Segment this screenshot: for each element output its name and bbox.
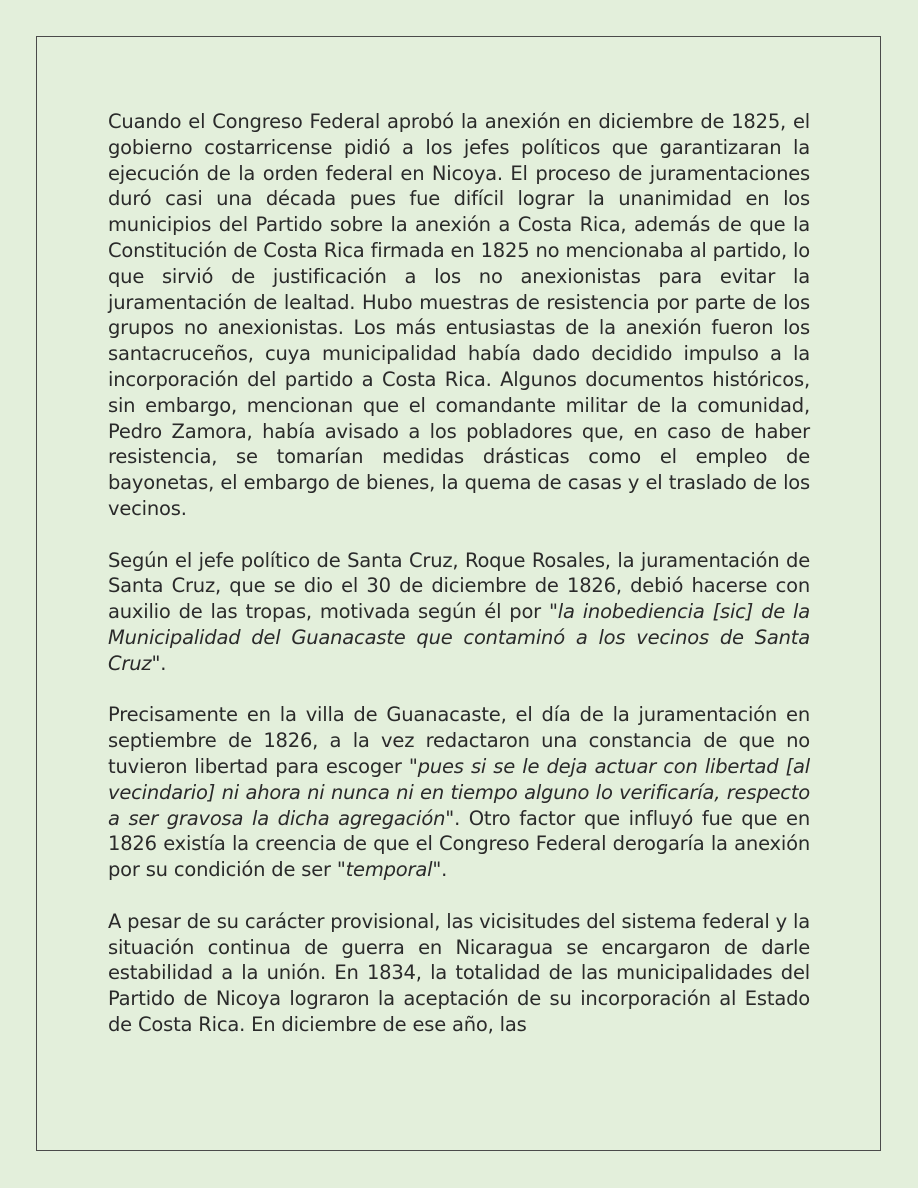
italic-quote: pues si se le deja actuar con libertad [al vecindario] ni ahora ni nunca ni en tiempo alguno lo verificaría, respecto a ser gravosa la dicha agregación (108, 754, 810, 830)
paragraph-text: Cuando el Congreso Federal aprobó la anexión en diciembre de 1825, el gobierno costarricense pidió a los jefes políticos que garantizaran la ejecución de la orden federal en Nicoya. El proceso de juramentaciones duró casi una década pues fue difícil lograr la unanimidad en los municipios del Partido sobre la anexión a Costa Rica, además de que la Constitución de Costa Rica firmada en 1825 no mencionaba al partido, lo que sirvió de justificación a los no anexionistas para evitar la juramentación de lealtad. Hubo muestras de resistencia por parte de los grupos no anexionistas. Los más entusiastas de la anexión fueron los santacruceños, cuya municipalidad había dado decidido impulso a la incorporación del partido a Costa Rica. Algunos documentos históricos, sin embargo, mencionan que el comandante militar de la comunidad, Pedro Zamora, había avisado a los pobladores que, en caso de haber resistencia, se tomarían medidas drásticas como el empleo de bayonetas, el embargo de bienes, la quema de casas y el traslado de los vecinos. (108, 110, 810, 520)
paragraph-text: Precisamente en la villa de Guanacaste, el día de la juramentación en septiembre de 1826, a la vez redactaron una constancia de que no tuvieron libertad para escoger " (108, 703, 810, 778)
paragraph-text: ". (151, 651, 167, 675)
paragraph-text: Según el jefe político de Santa Cruz, Roque Rosales, la juramentación de Santa Cruz, que se dio el 30 de diciembre de 1826, debió hacerse con auxilio de las tropas, motivada según él por " (108, 548, 810, 624)
paragraph-text: A pesar de su carácter provisional, las vicisitudes del sistema federal y la situación continua de guerra en Nicaragua se encargaron de darle estabilidad a la unión. En 1834, la totalidad de las municipalidades del Partido de Nicoya lograron la aceptación de su incorporación al Estado de Costa Rica. En diciembre de ese año, las (108, 909, 810, 1036)
document-body (108, 109, 810, 1038)
paragraph-2 (108, 548, 810, 677)
paragraph-text: ". Otro factor que influyó fue que en 1826 existía la creencia de que el Congreso Federal derogaría la anexión por su condición de ser " (108, 806, 811, 882)
italic-term: temporal (345, 858, 433, 882)
paragraph-text: ". (432, 858, 448, 882)
paragraph-1 (108, 109, 810, 522)
paragraph-3 (108, 702, 810, 883)
italic-quote: la inobediencia [sic] de la Municipalidad del Guanacaste que contaminó a los vecinos de Santa Cruz (108, 600, 810, 675)
paragraph-4 (108, 909, 810, 1038)
